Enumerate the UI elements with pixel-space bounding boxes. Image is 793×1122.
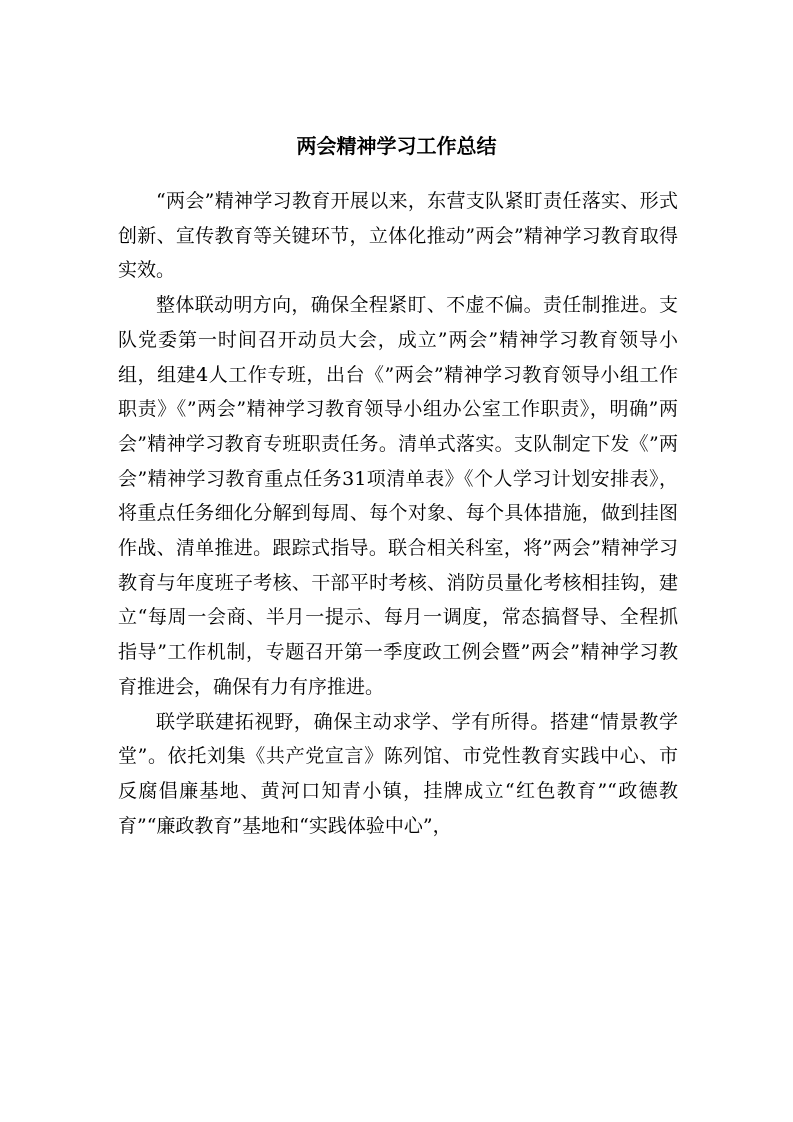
paragraph-intro: “两会”精神学习教育开展以来，东营支队紧盯责任落实、形式创新、宣传教育等关键环节，立体化推动”两会”精神学习教育取得实效。 xyxy=(118,190,678,282)
document-title: 两会精神学习工作总结 xyxy=(296,134,497,158)
paragraph-overall-linkage: 整体联动明方向，确保全程紧盯、不虚不偏。责任制推进。支队党委第一时间召开动员大会，成立”两会”精神学习教育领导小组，组建4人工作专班，出台《”两会”精神学习教育领导小组工作职责》《”两会”精神学习教育领导小组办公室工作职责》，明确”两会”精神学习教育专班职责任务。清单式落实。支队制定下发《”两会”精神学习教育重点任务31项清单表》《个人学习计划安排表》，将重点任务细化分解到每周、每个对象、每个具体措施，做到挂图作战、清单推进。跟踪式指导。联合相关科室，将”两会”精神学习教育与年度班子考核、干部平时考核、消防员量化考核相挂钩，建立“每周一会商、半月一提示、每月一调度，常态搞督导、全程抓指导”工作机制，专题召开第一季度政工例会暨”两会”精神学习教育推进会，确保有力有序推进。 xyxy=(118,294,678,698)
document-body xyxy=(118,184,678,843)
paragraph-joint-study: 联学联建拓视野，确保主动求学、学有所得。搭建“情景教学堂”。依托刘集《共产党宣言》陈列馆、市党性教育实践中心、市反腐倡廉基地、黄河口知青小镇，挂牌成立“红色教育”“政德教育”“廉政教育”基地和“实践体验中心”， xyxy=(118,710,678,837)
